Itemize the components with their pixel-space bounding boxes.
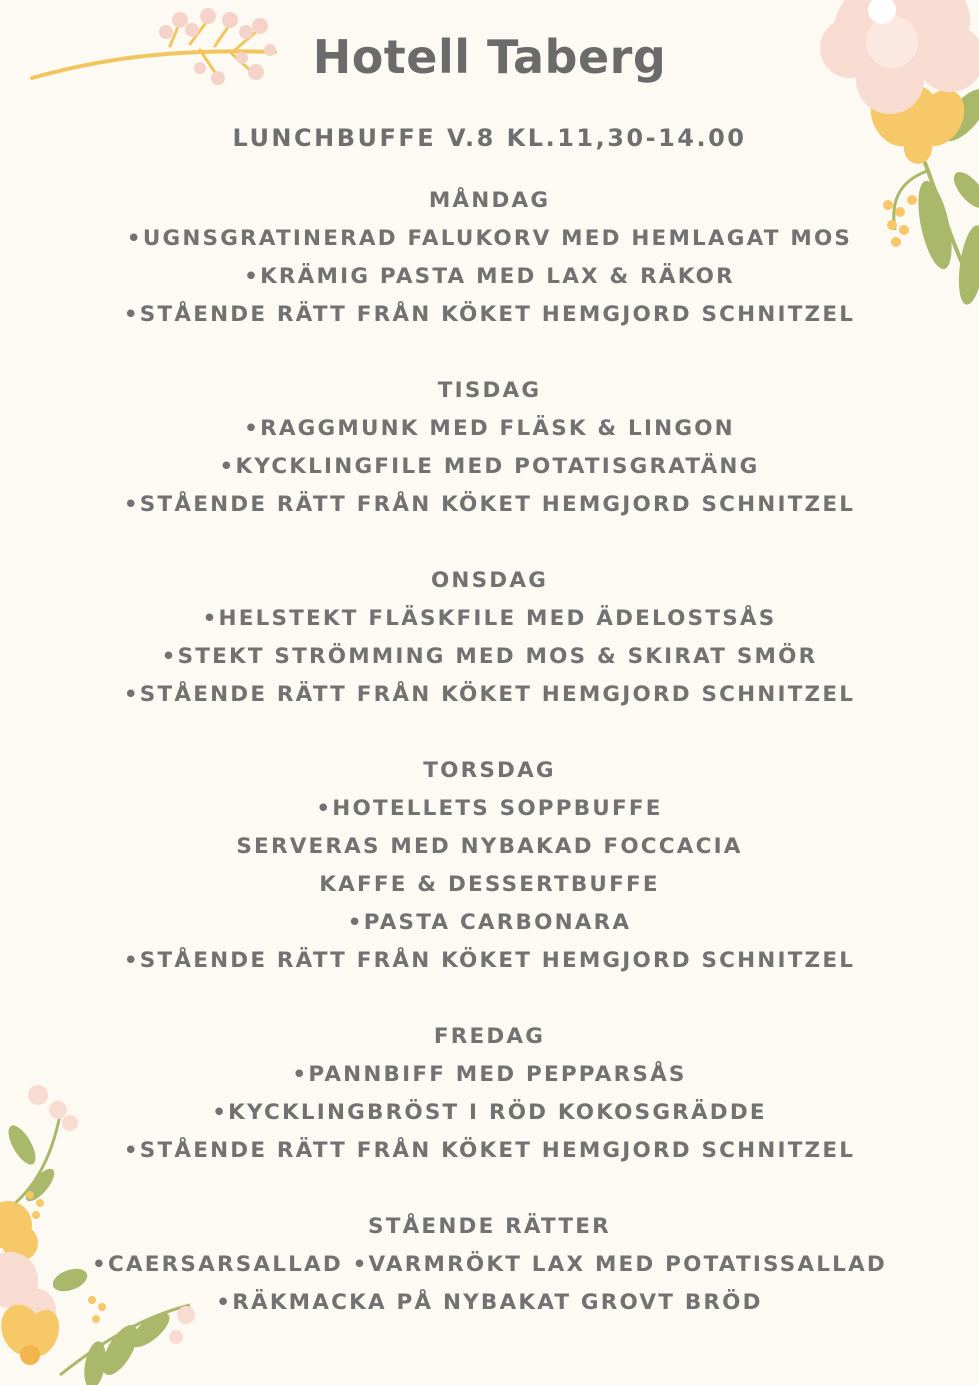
day-friday — [0, 1018, 979, 1170]
menu-item: •RAGGMUNK MED FLÄSK & LINGON — [244, 416, 735, 441]
menu-item: •STÅENDE RÄTT FRÅN KÖKET HEMGJORD SCHNITZEL — [123, 492, 856, 517]
weekly-menu — [0, 182, 979, 1360]
menu-item: •STÅENDE RÄTT FRÅN KÖKET HEMGJORD SCHNITZEL — [123, 302, 856, 327]
standing-dishes — [0, 1208, 979, 1322]
menu-item: •KYCKLINGBRÖST I RÖD KOKOSGRÄDDE — [212, 1100, 767, 1125]
menu-item: KAFFE & DESSERTBUFFE — [319, 872, 660, 897]
menu-item: •PASTA CARBONARA — [347, 910, 632, 935]
menu-item: •KRÄMIG PASTA MED LAX & RÄKOR — [244, 264, 735, 289]
day-tuesday — [0, 372, 979, 524]
menu-item: •STÅENDE RÄTT FRÅN KÖKET HEMGJORD SCHNITZEL — [123, 1138, 856, 1163]
menu-item: •CAERSARSALLAD •VARMRÖKT LAX MED POTATISSALLAD — [92, 1252, 887, 1277]
day-heading: TORSDAG — [423, 758, 556, 783]
menu-item: •RÄKMACKA PÅ NYBAKAT GROVT BRÖD — [216, 1290, 763, 1315]
menu-item: •HELSTEKT FLÄSKFILE MED ÄDELOSTSÅS — [202, 606, 777, 631]
day-thursday — [0, 752, 979, 980]
menu-item: •STEKT STRÖMMING MED MOS & SKIRAT SMÖR — [161, 644, 818, 669]
menu-item: •HOTELLETS SOPPBUFFE — [316, 796, 663, 821]
lunch-subtitle: LUNCHBUFFE V.8 KL.11,30-14.00 — [232, 124, 747, 152]
page-title: Hotell Taberg — [312, 30, 667, 84]
menu-item: •STÅENDE RÄTT FRÅN KÖKET HEMGJORD SCHNITZEL — [123, 948, 856, 973]
day-heading: STÅENDE RÄTTER — [368, 1214, 611, 1239]
day-wednesday — [0, 562, 979, 714]
day-monday — [0, 182, 979, 334]
menu-item: •UGNSGRATINERAD FALUKORV MED HEMLAGAT MOS — [126, 226, 853, 251]
day-heading: FREDAG — [433, 1024, 546, 1049]
menu-item: •PANNBIFF MED PEPPARSÅS — [292, 1062, 687, 1087]
day-heading: TISDAG — [437, 378, 542, 403]
day-heading: MÅNDAG — [428, 188, 551, 213]
menu-item: •STÅENDE RÄTT FRÅN KÖKET HEMGJORD SCHNITZEL — [123, 682, 856, 707]
day-heading: ONSDAG — [430, 568, 549, 593]
menu-item: SERVERAS MED NYBAKAD FOCCACIA — [236, 834, 743, 859]
menu-item: •KYCKLINGFILE MED POTATISGRATÄNG — [219, 454, 760, 479]
